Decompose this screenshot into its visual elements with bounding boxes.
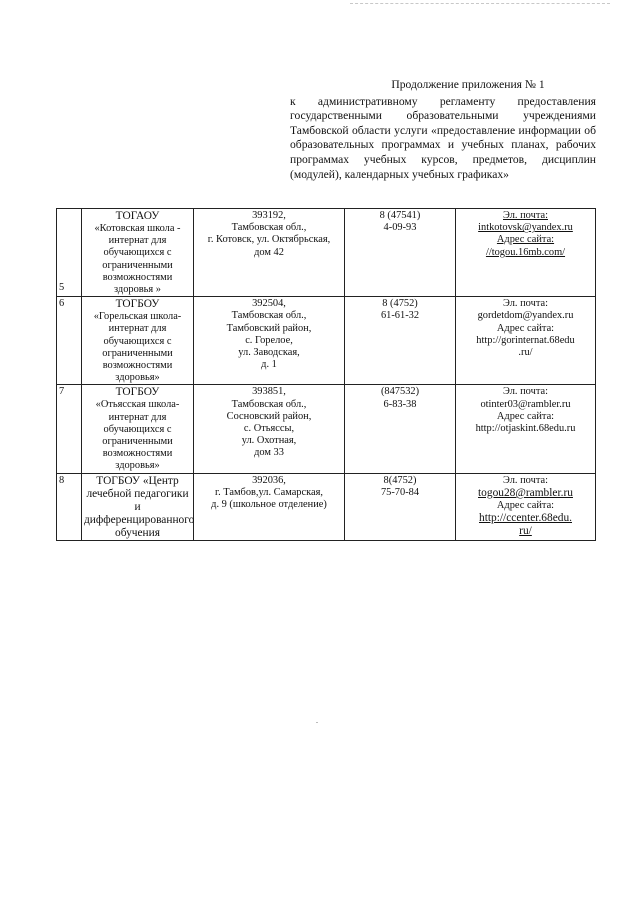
- table-row: [57, 297, 596, 385]
- institution-name: ТОГБОУ «Отьясская школа- интернат для обучающихся с ограниченными возможностями здоровья»: [82, 385, 194, 473]
- row-number: 5: [57, 209, 82, 297]
- institutions-table: [56, 208, 596, 541]
- email-link[interactable]: otinter03@rambler.ru: [480, 398, 571, 410]
- institution-name: ТОГБОУ «Центр лечебной педагогики и дифференцированного обучения: [82, 473, 194, 540]
- institution-name: ТОГБОУ «Горельская школа- интернат для обучающихся с ограниченными возможностями здоровья»: [82, 297, 194, 385]
- institution-phone: (847532) 6-83-38: [345, 385, 456, 473]
- website-link[interactable]: http://otjaskint.68edu.ru: [475, 423, 576, 435]
- institution-address: 392504, Тамбовская обл., Тамбовский район, с. Горелое, ул. Заводская, д. 1: [194, 297, 345, 385]
- website-link[interactable]: http://ccenter.68edu.: [479, 512, 572, 525]
- table-row: [57, 473, 596, 540]
- institution-address: 393192, Тамбовская обл., г. Котовск, ул. Октябрьская, дом 42: [194, 209, 345, 297]
- institution-phone: 8 (4752) 61-61-32: [345, 297, 456, 385]
- institution-address: 392036, г. Тамбов,ул. Самарская, д. 9 (школьное отделение): [194, 473, 345, 540]
- institution-contacts: Эл. почта: gordetdom@yandex.ru Адрес сайта: http://gorinternat.68edu .ru/: [456, 297, 596, 385]
- institution-name: ТОГАОУ «Котовская школа - интернат для обучающихся с ограниченными возможностями здоровья »: [82, 209, 194, 297]
- email-link[interactable]: intkotovsk@yandex.ru: [478, 222, 573, 234]
- row-number: 7: [57, 385, 82, 473]
- table-row: [57, 209, 596, 297]
- appendix-title: Продолжение приложения № 1: [391, 78, 545, 91]
- table-row: [57, 385, 596, 473]
- appendix-header: [290, 78, 596, 182]
- scan-edge-artifact: [350, 3, 610, 5]
- scan-speck: [316, 722, 318, 723]
- institution-phone: 8(4752) 75-70-84: [345, 473, 456, 540]
- institution-contacts: Эл. почта: togou28@rambler.ru Адрес сайта: http://ccenter.68edu. ru/: [456, 473, 596, 540]
- row-number: 6: [57, 297, 82, 385]
- appendix-text: к административному регламенту предоставления государственными образовательными учреждениями Тамбовской области услуги «предоставление информации об образовательных программах и учебных планах, рабочих программах учебных курсов, предметов, дисциплин (модулей), календарных учебных графиках»: [290, 94, 596, 181]
- institution-contacts: Эл. почта: intkotovsk@yandex.ru Адрес сайта: //togou.16mb.com/: [456, 209, 596, 297]
- row-number: 8: [57, 473, 82, 540]
- institution-contacts: Эл. почта: otinter03@rambler.ru Адрес сайта: http://otjaskint.68edu.ru: [456, 385, 596, 473]
- email-link[interactable]: togou28@rambler.ru: [478, 486, 573, 499]
- institution-phone: 8 (47541) 4-09-93: [345, 209, 456, 297]
- website-link[interactable]: //togou.16mb.com/: [485, 246, 566, 258]
- institution-address: 393851, Тамбовская обл., Сосновский район, с. Отьяссы, ул. Охотная, дом 33: [194, 385, 345, 473]
- website-link[interactable]: http://gorinternat.68edu: [476, 334, 575, 346]
- email-link[interactable]: gordetdom@yandex.ru: [477, 310, 574, 322]
